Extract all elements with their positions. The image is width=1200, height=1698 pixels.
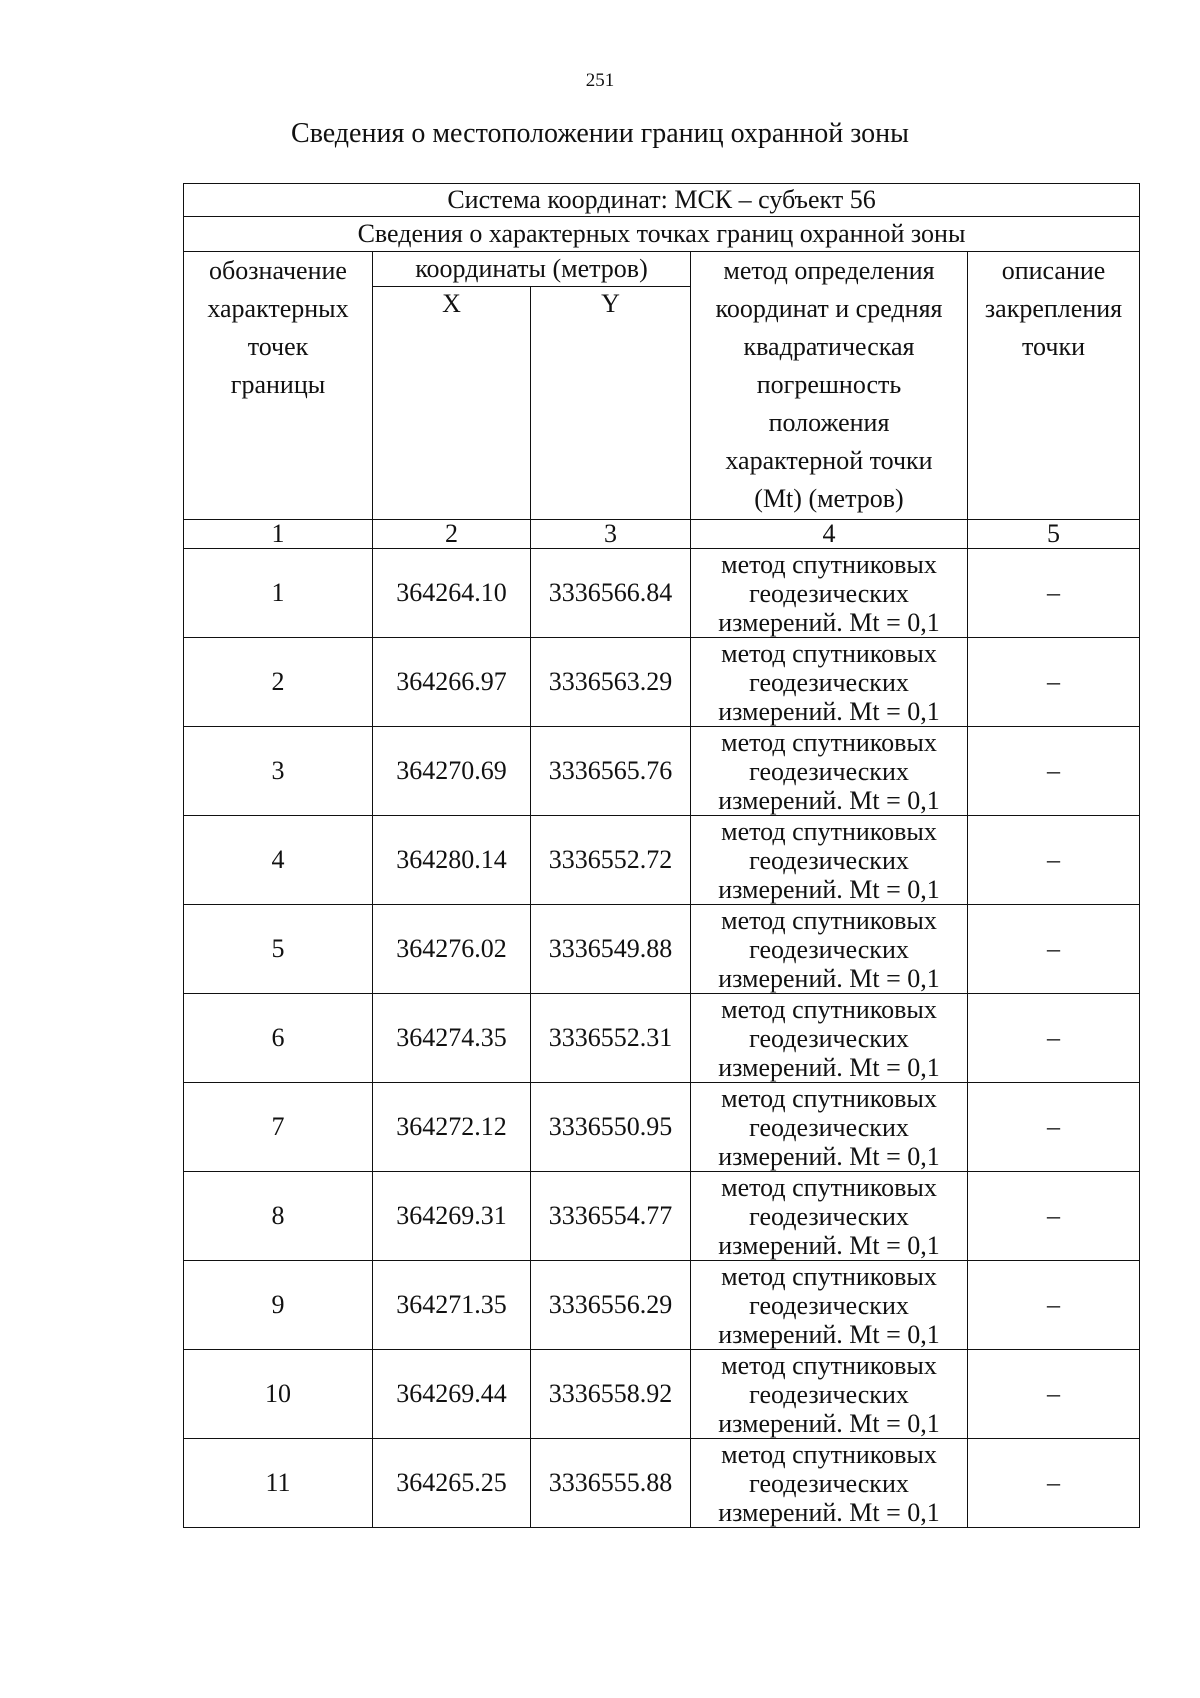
description-cell: – xyxy=(968,1172,1140,1261)
method-line: метод спутниковых xyxy=(721,638,937,668)
method-line: геодезических xyxy=(749,1468,909,1498)
description-cell: – xyxy=(968,727,1140,816)
column-number: 2 xyxy=(373,520,531,549)
point-number-cell: 3 xyxy=(184,727,373,816)
y-coordinate-cell: 3336565.76 xyxy=(531,727,691,816)
table-row xyxy=(184,727,1140,816)
method-line: измерений. Mt = 0,1 xyxy=(718,696,940,726)
method-line: измерений. Mt = 0,1 xyxy=(718,1408,940,1438)
y-coordinate-cell: 3336563.29 xyxy=(531,638,691,727)
x-coordinate-cell: 364266.97 xyxy=(373,638,531,727)
point-number-cell: 6 xyxy=(184,994,373,1083)
table-row xyxy=(184,549,1140,638)
description-cell: – xyxy=(968,905,1140,994)
point-number-cell: 8 xyxy=(184,1172,373,1261)
x-coordinate-cell: 364276.02 xyxy=(373,905,531,994)
point-number-cell: 11 xyxy=(184,1439,373,1528)
method-line: геодезических xyxy=(749,1290,909,1320)
method-line: геодезических xyxy=(749,934,909,964)
y-coordinate-cell: 3336549.88 xyxy=(531,905,691,994)
method-line: метод спутниковых xyxy=(721,905,937,935)
method-cell xyxy=(691,1350,968,1439)
x-coordinate-cell: 364280.14 xyxy=(373,816,531,905)
column-number: 5 xyxy=(968,520,1140,549)
x-coordinate-cell: 364272.12 xyxy=(373,1083,531,1172)
point-number-cell: 5 xyxy=(184,905,373,994)
method-line: геодезических xyxy=(749,845,909,875)
y-coordinate-cell: 3336555.88 xyxy=(531,1439,691,1528)
method-line: геодезических xyxy=(749,1201,909,1231)
description-cell: – xyxy=(968,816,1140,905)
y-coordinate-cell: 3336558.92 xyxy=(531,1350,691,1439)
column-number: 4 xyxy=(691,520,968,549)
method-cell xyxy=(691,727,968,816)
method-line: геодезических xyxy=(749,1112,909,1142)
method-cell xyxy=(691,1439,968,1528)
x-coordinate-cell: 364271.35 xyxy=(373,1261,531,1350)
method-cell xyxy=(691,1083,968,1172)
y-coordinate-cell: 3336552.72 xyxy=(531,816,691,905)
table-row xyxy=(184,1350,1140,1439)
method-line: измерений. Mt = 0,1 xyxy=(718,1141,940,1171)
description-cell: – xyxy=(968,1083,1140,1172)
description-cell: – xyxy=(968,1350,1140,1439)
x-coordinate-cell: 364269.44 xyxy=(373,1350,531,1439)
y-coordinate-cell: 3336554.77 xyxy=(531,1172,691,1261)
method-cell xyxy=(691,1172,968,1261)
table-row xyxy=(184,994,1140,1083)
method-line: измерений. Mt = 0,1 xyxy=(718,1319,940,1349)
header-method: метод определения координат и средняя квадратическая погрешность положения характерной точки (Mt) (метров) xyxy=(691,252,968,520)
method-line: геодезических xyxy=(749,1023,909,1053)
point-number-cell: 9 xyxy=(184,1261,373,1350)
table-row xyxy=(184,638,1140,727)
points-info-row: Сведения о характерных точках границ охранной зоны xyxy=(184,217,1140,252)
method-line: измерений. Mt = 0,1 xyxy=(718,963,940,993)
y-coordinate-cell: 3336552.31 xyxy=(531,994,691,1083)
method-line: метод спутниковых xyxy=(721,1172,937,1202)
table-row xyxy=(184,1083,1140,1172)
header-description: описание закрепления точки xyxy=(968,252,1140,520)
point-number-cell: 1 xyxy=(184,549,373,638)
header-coordinates: координаты (метров) xyxy=(373,252,691,287)
method-line: метод спутниковых xyxy=(721,1439,937,1469)
method-line: измерений. Mt = 0,1 xyxy=(718,607,940,637)
method-line: метод спутниковых xyxy=(721,1350,937,1380)
method-line: метод спутниковых xyxy=(721,1083,937,1113)
point-number-cell: 4 xyxy=(184,816,373,905)
method-cell xyxy=(691,638,968,727)
page-number: 251 xyxy=(585,70,615,91)
header-y: Y xyxy=(531,287,691,520)
y-coordinate-cell: 3336566.84 xyxy=(531,549,691,638)
header-point-designation: обозначение характерных точек границы xyxy=(184,252,373,520)
description-cell: – xyxy=(968,638,1140,727)
table-row xyxy=(184,1172,1140,1261)
method-line: измерений. Mt = 0,1 xyxy=(718,1052,940,1082)
description-cell: – xyxy=(968,1439,1140,1528)
x-coordinate-cell: 364274.35 xyxy=(373,994,531,1083)
description-cell: – xyxy=(968,994,1140,1083)
method-line: геодезических xyxy=(749,667,909,697)
method-line: измерений. Mt = 0,1 xyxy=(718,1230,940,1260)
method-line: метод спутниковых xyxy=(721,994,937,1024)
point-number-cell: 7 xyxy=(184,1083,373,1172)
x-coordinate-cell: 364269.31 xyxy=(373,1172,531,1261)
column-number: 1 xyxy=(184,520,373,549)
description-cell: – xyxy=(968,1261,1140,1350)
table-row xyxy=(184,1261,1140,1350)
method-line: геодезических xyxy=(749,1379,909,1409)
column-number: 3 xyxy=(531,520,691,549)
method-line: измерений. Mt = 0,1 xyxy=(718,1497,940,1527)
header-x: X xyxy=(373,287,531,520)
x-coordinate-cell: 364270.69 xyxy=(373,727,531,816)
method-line: геодезических xyxy=(749,756,909,786)
y-coordinate-cell: 3336550.95 xyxy=(531,1083,691,1172)
method-line: метод спутниковых xyxy=(721,549,937,579)
method-cell xyxy=(691,549,968,638)
x-coordinate-cell: 364264.10 xyxy=(373,549,531,638)
method-line: измерений. Mt = 0,1 xyxy=(718,785,940,815)
point-number-cell: 10 xyxy=(184,1350,373,1439)
method-cell xyxy=(691,994,968,1083)
method-cell xyxy=(691,1261,968,1350)
method-cell xyxy=(691,816,968,905)
document-title: Сведения о местоположении границ охранной зоны xyxy=(291,118,909,149)
method-cell xyxy=(691,905,968,994)
method-line: метод спутниковых xyxy=(721,1261,937,1291)
method-line: измерений. Mt = 0,1 xyxy=(718,874,940,904)
x-coordinate-cell: 364265.25 xyxy=(373,1439,531,1528)
y-coordinate-cell: 3336556.29 xyxy=(531,1261,691,1350)
description-cell: – xyxy=(968,549,1140,638)
method-line: метод спутниковых xyxy=(721,816,937,846)
table-row xyxy=(184,1439,1140,1528)
coordinate-system-row: Система координат: МСК – субъект 56 xyxy=(184,184,1140,217)
method-line: метод спутниковых xyxy=(721,727,937,757)
method-line: геодезических xyxy=(749,578,909,608)
boundary-points-table xyxy=(183,183,1140,1528)
table-row xyxy=(184,905,1140,994)
point-number-cell: 2 xyxy=(184,638,373,727)
table-row xyxy=(184,816,1140,905)
